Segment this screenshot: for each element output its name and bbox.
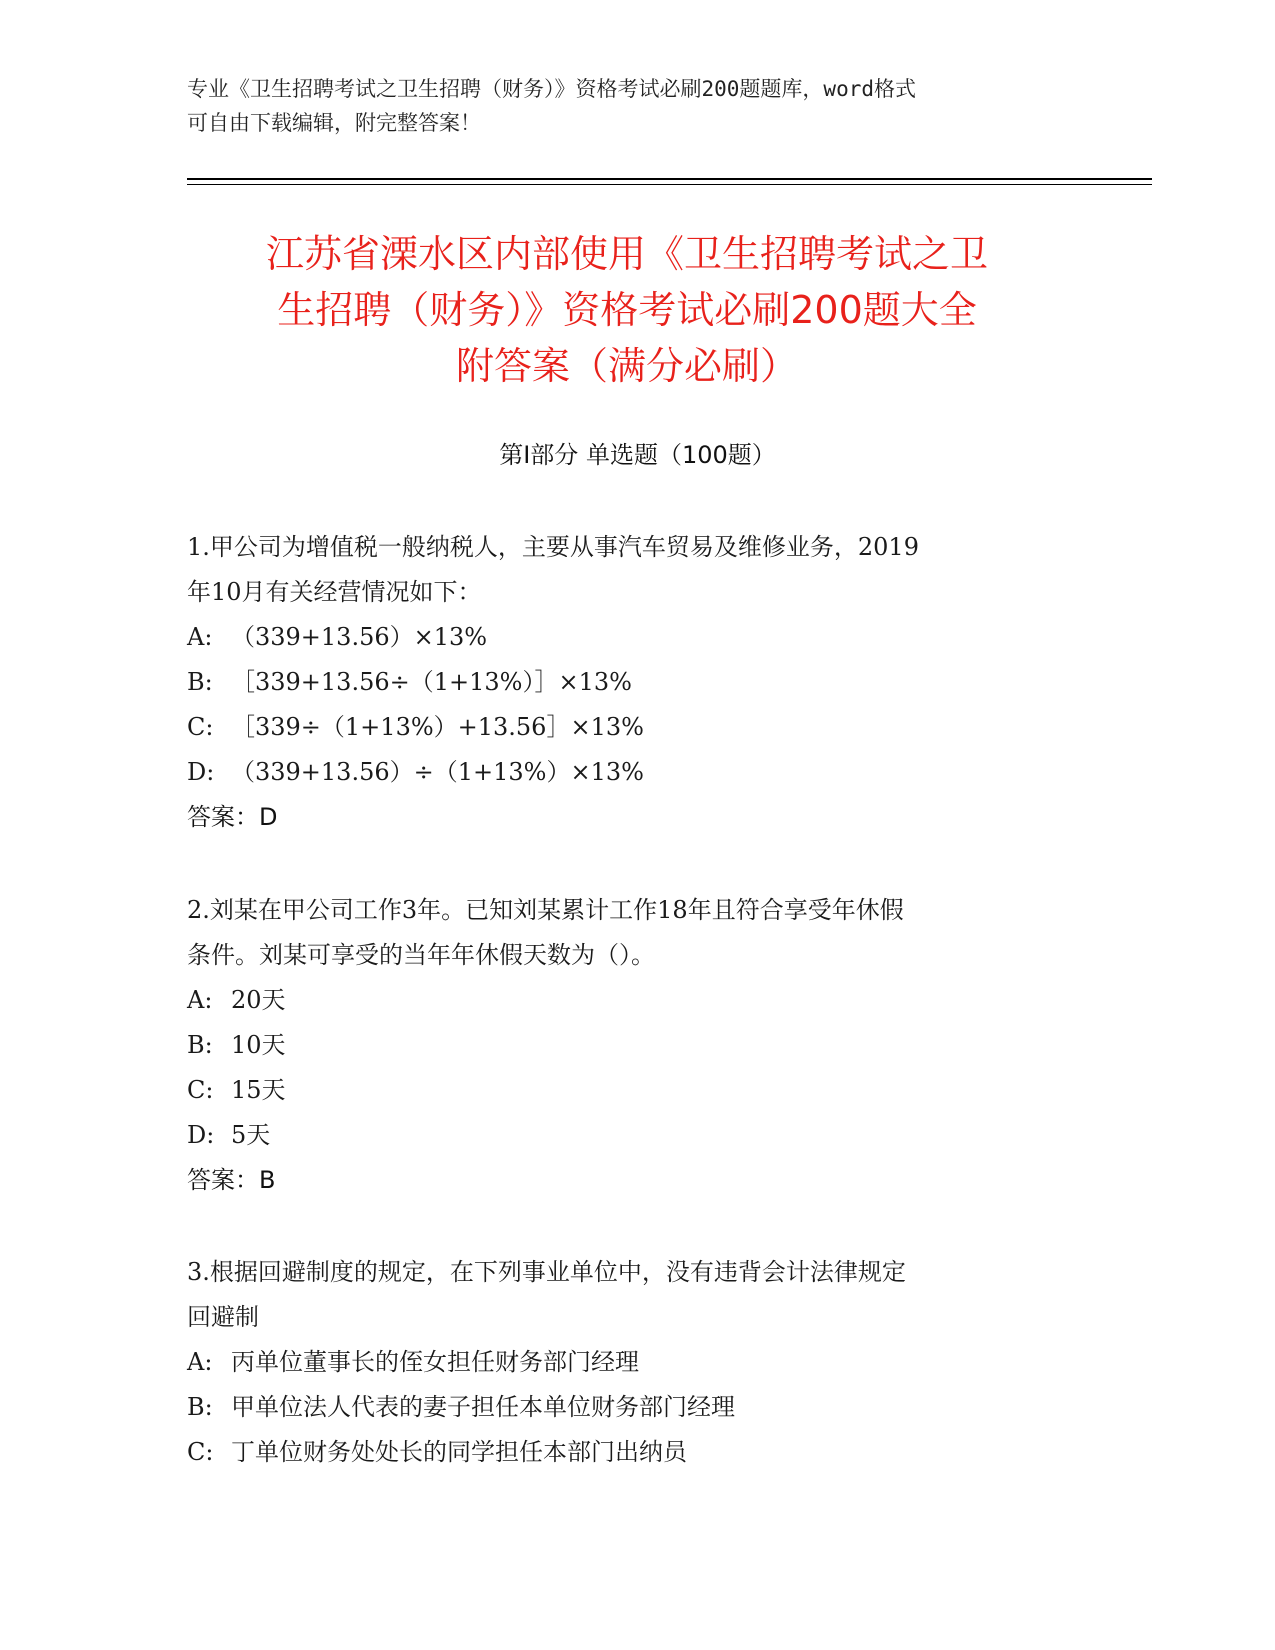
option-text: 20天 bbox=[231, 986, 286, 1014]
option-text: ［339+13.56÷（1+13%）］×13% bbox=[231, 668, 632, 696]
header-divider-thick bbox=[187, 178, 1152, 180]
question-text-line: 年10月有关经营情况如下： bbox=[187, 578, 482, 606]
option-d bbox=[187, 1113, 1087, 1158]
option-text: （339+13.56）×13% bbox=[231, 623, 488, 651]
option-letter: A: bbox=[187, 623, 213, 651]
header-divider-thin bbox=[187, 184, 1152, 185]
question-2 bbox=[187, 888, 1087, 1203]
question-text bbox=[187, 1250, 1087, 1340]
question-text-line: 回避制 bbox=[187, 1303, 259, 1331]
question-text-line: 1.甲公司为增值税一般纳税人，主要从事汽车贸易及维修业务，2019 bbox=[187, 533, 919, 561]
option-b bbox=[187, 660, 1087, 705]
option-text: 甲单位法人代表的妻子担任本单位财务部门经理 bbox=[231, 1393, 735, 1421]
option-a bbox=[187, 615, 1087, 660]
option-letter: B: bbox=[187, 1393, 213, 1421]
option-d bbox=[187, 750, 1087, 795]
option-letter: C: bbox=[187, 713, 214, 741]
option-text: 15天 bbox=[231, 1076, 286, 1104]
option-b bbox=[187, 1023, 1087, 1068]
option-text: 10天 bbox=[231, 1031, 286, 1059]
question-text-line: 2.刘某在甲公司工作3年。已知刘某累计工作18年且符合享受年休假 bbox=[187, 896, 904, 924]
question-text bbox=[187, 525, 1087, 615]
option-c bbox=[187, 1430, 1087, 1475]
title-line: 生招聘（财务）》资格考试必刷200题大全 bbox=[277, 288, 977, 332]
option-letter: D: bbox=[187, 1121, 215, 1149]
header-note-line: 可自由下载编辑，附完整答案！ bbox=[187, 111, 481, 135]
option-letter: B: bbox=[187, 668, 213, 696]
option-text: ［339÷（1+13%）+13.56］×13% bbox=[231, 713, 644, 741]
answer: 答案：B bbox=[187, 1166, 276, 1194]
header-note-line: 专业《卫生招聘考试之卫生招聘（财务）》资格考试必刷200题题库，word格式 bbox=[187, 77, 916, 101]
option-a bbox=[187, 978, 1087, 1023]
option-letter: C: bbox=[187, 1438, 214, 1466]
option-text: 丙单位董事长的侄女担任财务部门经理 bbox=[231, 1348, 639, 1376]
option-c bbox=[187, 705, 1087, 750]
option-letter: D: bbox=[187, 758, 215, 786]
question-text bbox=[187, 888, 1087, 978]
option-letter: A: bbox=[187, 1348, 213, 1376]
question-1 bbox=[187, 525, 1087, 840]
option-letter: C: bbox=[187, 1076, 214, 1104]
question-text-line: 3.根据回避制度的规定，在下列事业单位中，没有违背会计法律规定 bbox=[187, 1258, 906, 1286]
answer: 答案：D bbox=[187, 803, 278, 831]
option-text: 丁单位财务处处长的同学担任本部门出纳员 bbox=[231, 1438, 687, 1466]
option-letter: A: bbox=[187, 986, 213, 1014]
option-a bbox=[187, 1340, 1087, 1385]
option-text: 5天 bbox=[231, 1121, 271, 1149]
option-letter: B: bbox=[187, 1031, 213, 1059]
question-3 bbox=[187, 1250, 1087, 1475]
option-text: （339+13.56）÷（1+13%）×13% bbox=[231, 758, 644, 786]
title-line: 江苏省溧水区内部使用《卫生招聘考试之卫 bbox=[265, 232, 988, 276]
document-title bbox=[187, 226, 1067, 394]
question-text-line: 条件。刘某可享受的当年年休假天数为（）。 bbox=[187, 941, 655, 969]
header-note bbox=[187, 72, 1087, 140]
section-heading: 第Ⅰ部分 单选题（100题） bbox=[499, 441, 776, 469]
option-c bbox=[187, 1068, 1087, 1113]
title-line: 附答案（满分必刷） bbox=[455, 344, 798, 388]
option-b bbox=[187, 1385, 1087, 1430]
